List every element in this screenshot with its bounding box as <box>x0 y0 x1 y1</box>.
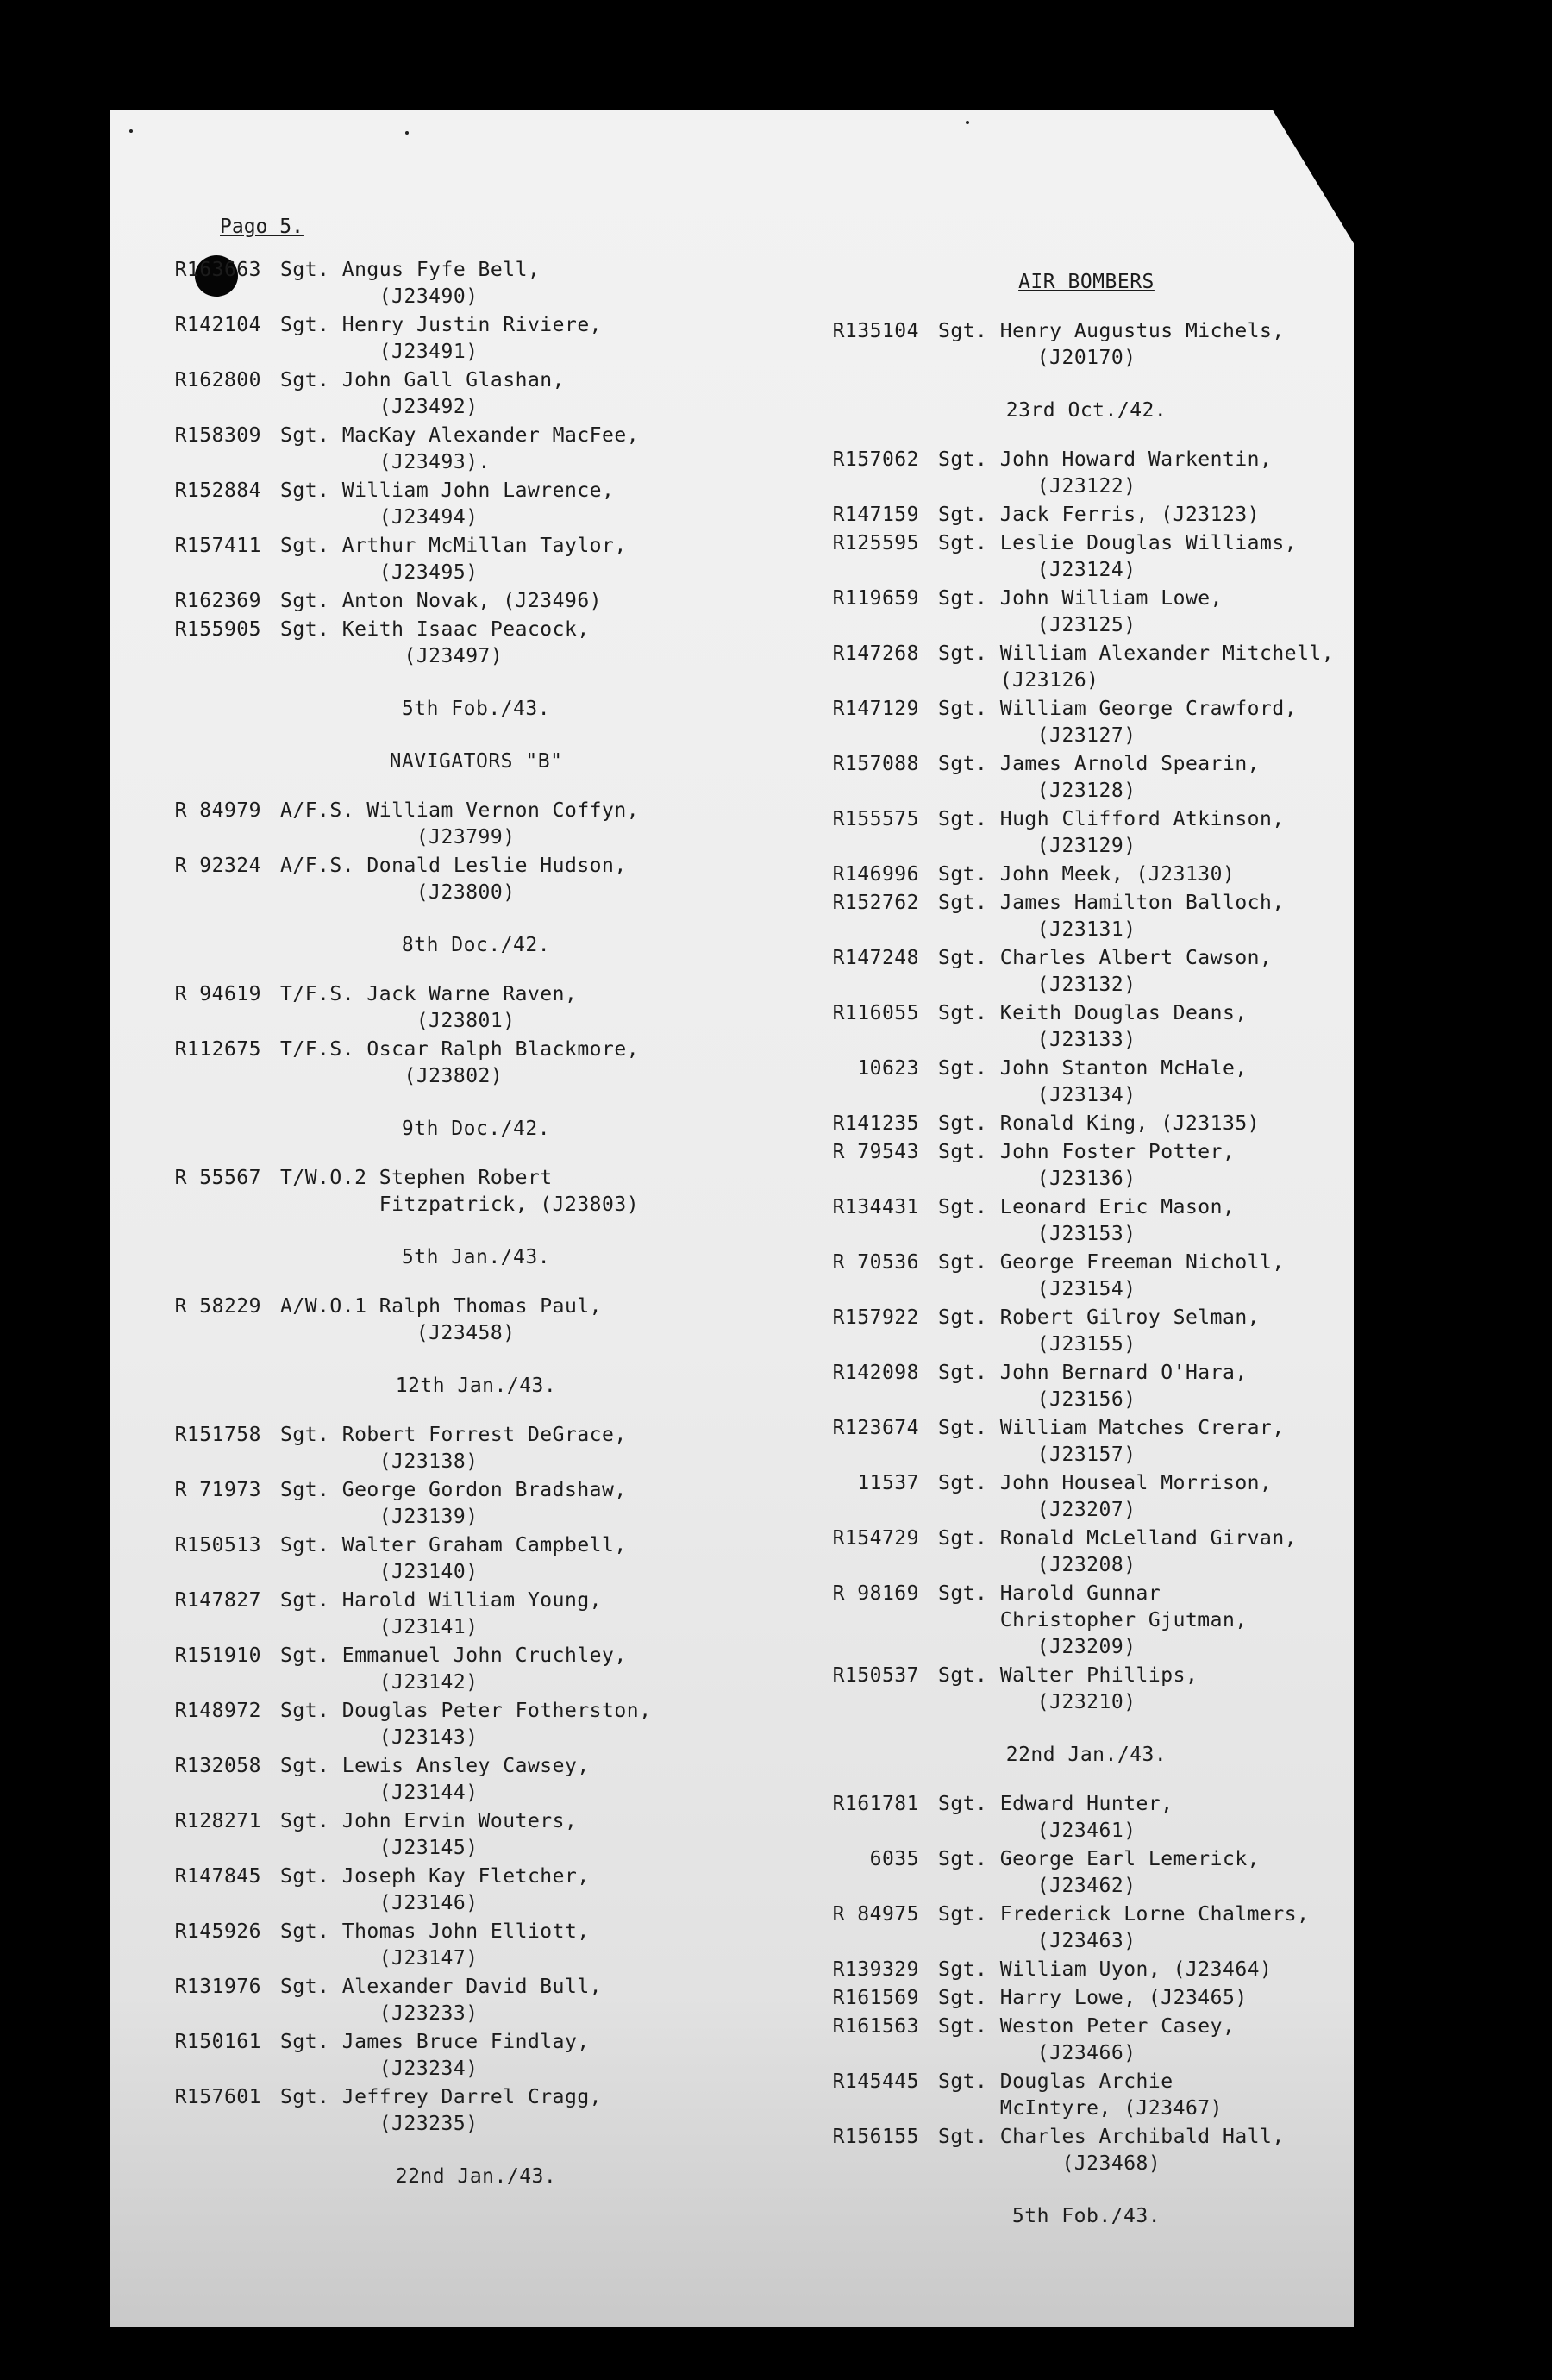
date-heading: 12th Jan./43. <box>395 1375 557 1397</box>
roster-entry <box>153 533 799 586</box>
service-number: R151910 <box>174 1644 261 1667</box>
rank-name-id: Sgt. Walter Phillips, (J23210) <box>938 1664 1198 1713</box>
rank-name-id: Sgt. John Meek, (J23130) <box>938 863 1236 886</box>
rank-name-id: A/F.S. William Vernon Coffyn, (J23799) <box>280 799 640 849</box>
roster-entry <box>810 1139 1362 1193</box>
service-number: 10623 <box>857 1057 919 1080</box>
roster-entry <box>153 1753 799 1807</box>
rank-name-id: Sgt. William Uyon, (J23464) <box>938 1958 1273 1981</box>
rank-name-id: Sgt. Walter Graham Campbell, (J23140) <box>280 1534 627 1583</box>
right-column <box>810 243 1362 2252</box>
roster-entry <box>153 478 799 531</box>
roster-entry <box>153 981 799 1035</box>
roster-entry <box>153 1422 799 1475</box>
roster-entry <box>810 1525 1362 1579</box>
roster-entry <box>810 318 1362 372</box>
rank-name-id: T/F.S. Oscar Ralph Blackmore, (J23802) <box>280 1038 640 1087</box>
rank-name-id: Sgt. George Freeman Nicholl, (J23154) <box>938 1251 1285 1300</box>
service-number: R147268 <box>832 642 919 665</box>
service-number: R158309 <box>174 424 261 447</box>
roster-entry <box>153 1698 799 1751</box>
service-number: R132058 <box>174 1755 261 1777</box>
rank-name-id: Sgt. Keith Isaac Peacock, (J23497) <box>280 618 590 667</box>
roster-entry <box>810 530 1362 584</box>
service-number: R116055 <box>832 1002 919 1024</box>
roster-entry <box>153 1643 799 1696</box>
date-heading: 5th Fob./43. <box>1011 2205 1161 2227</box>
rank-name-id: Sgt. Joseph Kay Fletcher, (J23146) <box>280 1865 590 1914</box>
roster-entry <box>810 1901 1362 1955</box>
service-number: R157922 <box>832 1306 919 1329</box>
service-number: R155905 <box>174 618 261 641</box>
date-heading: 23rd Oct./42. <box>1005 399 1167 422</box>
rank-name-id: Sgt. Lewis Ansley Cawsey, (J23144) <box>280 1755 590 1804</box>
service-number: R146996 <box>832 863 919 886</box>
service-number: R162800 <box>174 369 261 391</box>
service-number: R150161 <box>174 2031 261 2053</box>
roster-entry <box>810 1581 1362 1661</box>
rank-name-id: Sgt. Robert Forrest DeGrace, (J23138) <box>280 1424 627 1473</box>
rank-name-id: Sgt. Jack Ferris, (J23123) <box>938 504 1261 526</box>
rank-name-id: Sgt. Jeffrey Darrel Cragg, (J23235) <box>280 2086 603 2135</box>
rank-name-id: Sgt. Frederick Lorne Chalmers, (J23463) <box>938 1903 1310 1952</box>
service-number: R145445 <box>832 2070 919 2093</box>
service-number: 11537 <box>857 1472 919 1494</box>
date-heading: 5th Fob./43. <box>401 698 551 720</box>
service-number: R135104 <box>832 320 919 342</box>
rank-name-id: Sgt. Edward Hunter, (J23461) <box>938 1793 1173 1842</box>
service-number: R 98169 <box>832 1582 919 1605</box>
service-number: R128271 <box>174 1810 261 1832</box>
service-number: R145926 <box>174 1920 261 1943</box>
service-number: R157062 <box>832 448 919 471</box>
roster-entry <box>153 1293 799 1347</box>
rank-name-id: Sgt. Douglas Peter Fotherston, (J23143) <box>280 1700 652 1749</box>
service-number: R141235 <box>832 1112 919 1135</box>
service-number: R123674 <box>832 1417 919 1439</box>
rank-name-id: Sgt. Ronald McLelland Girvan, (J23208) <box>938 1527 1298 1576</box>
service-number: R 84979 <box>174 799 261 822</box>
rank-name-id: Sgt. Alexander David Bull, (J23233) <box>280 1976 603 2025</box>
service-number: R142104 <box>174 314 261 336</box>
left-column <box>153 257 799 2213</box>
date-heading: 22nd Jan./43. <box>1005 1744 1167 1766</box>
service-number: R156155 <box>832 2126 919 2148</box>
roster-entry <box>810 1957 1362 1983</box>
service-number: R 94619 <box>174 983 261 1005</box>
service-number: R148972 <box>174 1700 261 1722</box>
rank-name-id: Sgt. John Gall Glashan, (J23492) <box>280 369 565 418</box>
speck <box>966 121 969 124</box>
service-number: R162369 <box>174 590 261 612</box>
service-number: R157411 <box>174 535 261 557</box>
service-number: R161563 <box>832 2015 919 2038</box>
service-number: R 55567 <box>174 1167 261 1189</box>
service-number: R 71973 <box>174 1479 261 1501</box>
rank-name-id: Sgt. Douglas Archie McIntyre, (J23467) <box>938 2070 1223 2120</box>
roster-entry <box>153 1588 799 1641</box>
roster-entry <box>153 1037 799 1090</box>
roster-entry <box>810 1985 1362 2012</box>
rank-name-id: Sgt. Harold William Young, (J23141) <box>280 1589 603 1638</box>
roster-entry <box>153 423 799 476</box>
roster-entry <box>153 312 799 366</box>
roster-entry <box>153 1532 799 1586</box>
service-number: R152884 <box>174 479 261 502</box>
service-number: R147827 <box>174 1589 261 1612</box>
rank-name-id: Sgt. William Alexander Mitchell, (J23126) <box>938 642 1335 692</box>
date-heading: 8th Doc./42. <box>401 934 551 956</box>
service-number: R147845 <box>174 1865 261 1888</box>
rank-name-id: Sgt. James Bruce Findlay, (J23234) <box>280 2031 590 2080</box>
service-number: R152762 <box>832 892 919 914</box>
rank-name-id: Sgt. Angus Fyfe Bell, (J23490) <box>280 259 541 308</box>
service-number: R119659 <box>832 587 919 610</box>
roster-entry <box>810 447 1362 500</box>
date-heading: 5th Jan./43. <box>401 1246 551 1268</box>
roster-entry <box>153 367 799 421</box>
service-number: R131976 <box>174 1976 261 1998</box>
roster-entry <box>810 1250 1362 1303</box>
roster-entry <box>153 853 799 906</box>
service-number: R155575 <box>832 808 919 830</box>
service-number: R157601 <box>174 2086 261 2108</box>
roster-entry <box>153 2029 799 2082</box>
service-number: R142098 <box>832 1362 919 1384</box>
roster-entry <box>810 1000 1362 1054</box>
roster-entry <box>810 502 1362 529</box>
service-number: R 79543 <box>832 1141 919 1163</box>
rank-name-id: Sgt. Keith Douglas Deans, (J23133) <box>938 1002 1248 1051</box>
rank-name-id: Sgt. Arthur McMillan Taylor, (J23495) <box>280 535 627 584</box>
rank-name-id: Sgt. William John Lawrence, (J23494) <box>280 479 615 529</box>
roster-entry <box>810 751 1362 805</box>
roster-entry <box>153 1808 799 1862</box>
rank-name-id: Sgt. MacKay Alexander MacFee, (J23493). <box>280 424 640 473</box>
service-number: R147248 <box>832 947 919 969</box>
rank-name-id: Sgt. Hugh Clifford Atkinson, (J23129) <box>938 808 1285 857</box>
roster-entry <box>810 2124 1362 2177</box>
date-heading: NAVIGATORS "B" <box>389 750 563 773</box>
service-number: R125595 <box>832 532 919 554</box>
roster-entry <box>810 945 1362 999</box>
rank-name-id: Sgt. Henry Augustus Michels, (J20170) <box>938 320 1285 369</box>
rank-name-id: Sgt. Thomas John Elliott, (J23147) <box>280 1920 590 1970</box>
roster-entry <box>810 586 1362 639</box>
roster-entry <box>810 1111 1362 1137</box>
rank-name-id: Sgt. John Bernard O'Hara, (J23156) <box>938 1362 1248 1411</box>
rank-name-id: Sgt. John Ervin Wouters, (J23145) <box>280 1810 578 1859</box>
rank-name-id: A/F.S. Donald Leslie Hudson, (J23800) <box>280 855 627 904</box>
rank-name-id: Sgt. John William Lowe, (J23125) <box>938 587 1223 636</box>
roster-entry <box>810 806 1362 860</box>
rank-name-id: Sgt. John Howard Warkentin, (J23122) <box>938 448 1273 498</box>
service-number: R139329 <box>832 1958 919 1981</box>
page-number: Pago 5. <box>220 216 304 238</box>
roster-entry <box>153 1919 799 1972</box>
rank-name-id: Sgt. Ronald King, (J23135) <box>938 1112 1261 1135</box>
service-number: R112675 <box>174 1038 261 1061</box>
speck <box>405 131 409 135</box>
roster-entry <box>810 2069 1362 2122</box>
roster-entry <box>810 1663 1362 1716</box>
service-number: R150513 <box>174 1534 261 1556</box>
service-number: R161781 <box>832 1793 919 1815</box>
service-number: R147159 <box>832 504 919 526</box>
roster-entry <box>153 588 799 615</box>
roster-entry <box>810 1415 1362 1469</box>
roster-entry <box>810 696 1362 749</box>
roster-entry <box>810 861 1362 888</box>
rank-name-id: T/W.O.2 Stephen Robert Fitzpatrick, (J23803) <box>280 1167 640 1216</box>
rank-name-id: Sgt. John Foster Potter, (J23136) <box>938 1141 1236 1190</box>
roster-entry <box>810 1791 1362 1845</box>
roster-entry <box>810 890 1362 943</box>
date-heading: 9th Doc./42. <box>401 1118 551 1140</box>
roster-entry <box>810 1055 1362 1109</box>
rank-name-id: Sgt. John Stanton McHale, (J23134) <box>938 1057 1248 1106</box>
rank-name-id: Sgt. Anton Novak, (J23496) <box>280 590 603 612</box>
roster-entry <box>810 1305 1362 1358</box>
service-number: R154729 <box>832 1527 919 1550</box>
roster-entry <box>153 2084 799 2138</box>
service-number: R 58229 <box>174 1295 261 1318</box>
rank-name-id: Sgt. Harold Gunnar Christopher Gjutman, (J23209) <box>938 1582 1248 1658</box>
rank-name-id: Sgt. Weston Peter Casey, (J23466) <box>938 2015 1236 2064</box>
rank-name-id: Sgt. Emmanuel John Cruchley, (J23142) <box>280 1644 627 1694</box>
roster-entry <box>153 1165 799 1218</box>
section-heading: AIR BOMBERS <box>1018 271 1155 293</box>
rank-name-id: Sgt. John Houseal Morrison, (J23207) <box>938 1472 1273 1521</box>
rank-name-id: Sgt. George Earl Lemerick, (J23462) <box>938 1848 1261 1897</box>
rank-name-id: Sgt. William George Crawford, (J23127) <box>938 698 1298 747</box>
roster-entry <box>153 1477 799 1531</box>
rank-name-id: Sgt. Charles Albert Cawson, (J23132) <box>938 947 1273 996</box>
rank-name-id: A/W.O.1 Ralph Thomas Paul, (J23458) <box>280 1295 603 1344</box>
service-number: 6035 <box>869 1848 919 1870</box>
rank-name-id: Sgt. Harry Lowe, (J23465) <box>938 1987 1248 2009</box>
date-heading: 22nd Jan./43. <box>395 2165 557 2188</box>
rank-name-id: Sgt. James Arnold Spearin, (J23128) <box>938 753 1261 802</box>
rank-name-id: Sgt. James Hamilton Balloch, (J23131) <box>938 892 1285 941</box>
roster-entry <box>810 1470 1362 1524</box>
roster-entry <box>153 617 799 670</box>
roster-entry <box>153 1863 799 1917</box>
roster-entry <box>153 798 799 851</box>
rank-name-id: Sgt. Leonard Eric Mason, (J23153) <box>938 1196 1236 1245</box>
roster-entry <box>153 1974 799 2027</box>
rank-name-id: Sgt. William Matches Crerar, (J23157) <box>938 1417 1285 1466</box>
rank-name-id: T/F.S. Jack Warne Raven, (J23801) <box>280 983 578 1032</box>
roster-entry <box>810 2014 1362 2067</box>
service-number: R 92324 <box>174 855 261 877</box>
rank-name-id: Sgt. George Gordon Bradshaw, (J23139) <box>280 1479 627 1528</box>
service-number: R151758 <box>174 1424 261 1446</box>
rank-name-id: Sgt. Henry Justin Riviere, (J23491) <box>280 314 603 363</box>
roster-entry <box>153 257 799 310</box>
rank-name-id: Sgt. Charles Archibald Hall, (J23468) <box>938 2126 1285 2175</box>
service-number: R134431 <box>832 1196 919 1218</box>
service-number: R157088 <box>832 753 919 775</box>
roster-entry <box>810 641 1362 694</box>
roster-entry <box>810 1194 1362 1248</box>
rank-name-id: Sgt. Robert Gilroy Selman, (J23155) <box>938 1306 1261 1356</box>
service-number: R150537 <box>832 1664 919 1687</box>
rank-name-id: Sgt. Leslie Douglas Williams, (J23124) <box>938 532 1298 581</box>
roster-entry <box>810 1360 1362 1413</box>
roster-entry <box>810 1846 1362 1900</box>
service-number: R161569 <box>832 1987 919 2009</box>
service-number: R 84975 <box>832 1903 919 1926</box>
service-number: R147129 <box>832 698 919 720</box>
service-number: R 70536 <box>832 1251 919 1274</box>
service-number: R163663 <box>174 259 261 281</box>
speck <box>129 129 133 133</box>
